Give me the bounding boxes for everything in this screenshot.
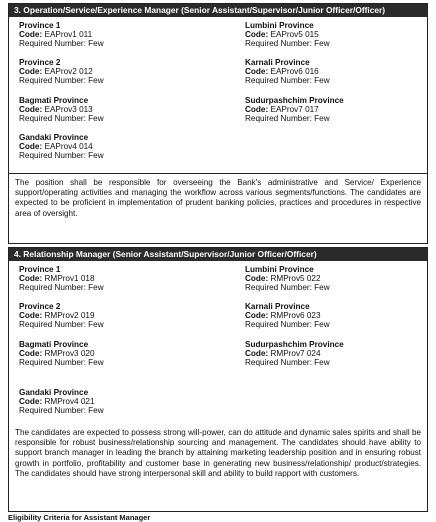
required-number: Required Number: Few [19, 406, 104, 415]
province-entry [245, 265, 330, 292]
province-entry [19, 340, 104, 367]
province-name: Bagmati Province [19, 96, 89, 105]
province-code: Code: RMProv1 018 [19, 274, 95, 283]
required-number: Required Number: Few [245, 283, 330, 292]
section-relationship-manager [8, 247, 428, 512]
required-number: Required Number: Few [245, 114, 330, 123]
province-code: Code: RMProv3 020 [19, 349, 95, 358]
province-entry [245, 21, 330, 48]
province-entry [245, 340, 344, 367]
province-entry [19, 21, 104, 48]
province-entry [19, 58, 104, 85]
province-code: Code: RMProv2 019 [19, 311, 95, 320]
eligibility-criteria-heading: Eligibility Criteria for Assistant Manager [8, 513, 151, 522]
province-name: Province 2 [19, 58, 61, 67]
province-code: Code: EAProv6 016 [245, 67, 319, 76]
province-name: Karnali Province [245, 58, 310, 67]
province-name: Province 2 [19, 302, 61, 311]
province-code: Code: EAProv1 011 [19, 30, 93, 39]
province-entry [245, 96, 344, 123]
province-name: Province 1 [19, 21, 61, 30]
province-entry [245, 302, 330, 329]
province-code: Code: RMProv6 023 [245, 311, 321, 320]
province-code: Code: EAProv7 017 [245, 105, 319, 114]
province-name: Karnali Province [245, 302, 310, 311]
province-entry [19, 133, 104, 160]
province-name: Gandaki Province [19, 388, 89, 397]
province-code: Code: EAProv4 014 [19, 142, 93, 151]
section-title: 4. Relationship Manager (Senior Assistant/Supervisor/Junior Officer/Officer) [9, 248, 427, 261]
province-code: Code: EAProv5 015 [245, 30, 319, 39]
required-number: Required Number: Few [245, 320, 330, 329]
province-code: Code: RMProv7 024 [245, 349, 321, 358]
province-entry [245, 58, 330, 85]
province-entry [19, 265, 104, 292]
required-number: Required Number: Few [19, 76, 104, 85]
province-name: Sudurpashchim Province [245, 96, 344, 105]
section-description: The candidates are expected to possess strong will-power, can do attitude and dynamic sales spirits and shall be responsible for robust business/relationship sourcing and management. The candidates should have ability to support branch manager in leading the branch by attaining marketing leadership position and in ensuring robust growth in portfolio, profitability and customer base in generating new business/relationship/ product/strategies. The candidates should have strong interpersonal skill and ability to build rapport with customers. [15, 428, 421, 478]
province-name: Lumbini Province [245, 21, 314, 30]
required-number: Required Number: Few [245, 76, 330, 85]
province-name: Bagmati Province [19, 340, 89, 349]
required-number: Required Number: Few [19, 283, 104, 292]
province-code: Code: EAProv2 012 [19, 67, 93, 76]
province-code: Code: EAProv3 013 [19, 105, 93, 114]
required-number: Required Number: Few [245, 358, 330, 367]
province-name: Gandaki Province [19, 133, 89, 142]
required-number: Required Number: Few [19, 320, 104, 329]
required-number: Required Number: Few [19, 358, 104, 367]
province-name: Lumbini Province [245, 265, 314, 274]
section-title: 3. Operation/Service/Experience Manager (Senior Assistant/Supervisor/Junior Officer/Officer) [9, 4, 427, 17]
required-number: Required Number: Few [19, 39, 104, 48]
required-number: Required Number: Few [245, 39, 330, 48]
province-entry [19, 302, 104, 329]
province-name: Province 1 [19, 265, 61, 274]
province-name: Sudurpashchim Province [245, 340, 344, 349]
required-number: Required Number: Few [19, 114, 104, 123]
province-entry [19, 96, 104, 123]
province-entry [19, 388, 104, 415]
required-number: Required Number: Few [19, 151, 104, 160]
section-description: The position shall be responsible for overseeing the Bank's administrative and Service/ Experience support/operating activities and managing the workflow across various segments/functions. The candidates are expected to be proficient in implementation of prudent banking policies, practices and procedures in respective area of oversight. [9, 173, 427, 219]
province-code: Code: RMProv5 022 [245, 274, 321, 283]
province-code: Code: RMProv4 021 [19, 397, 95, 406]
section-operation-manager [8, 3, 428, 244]
